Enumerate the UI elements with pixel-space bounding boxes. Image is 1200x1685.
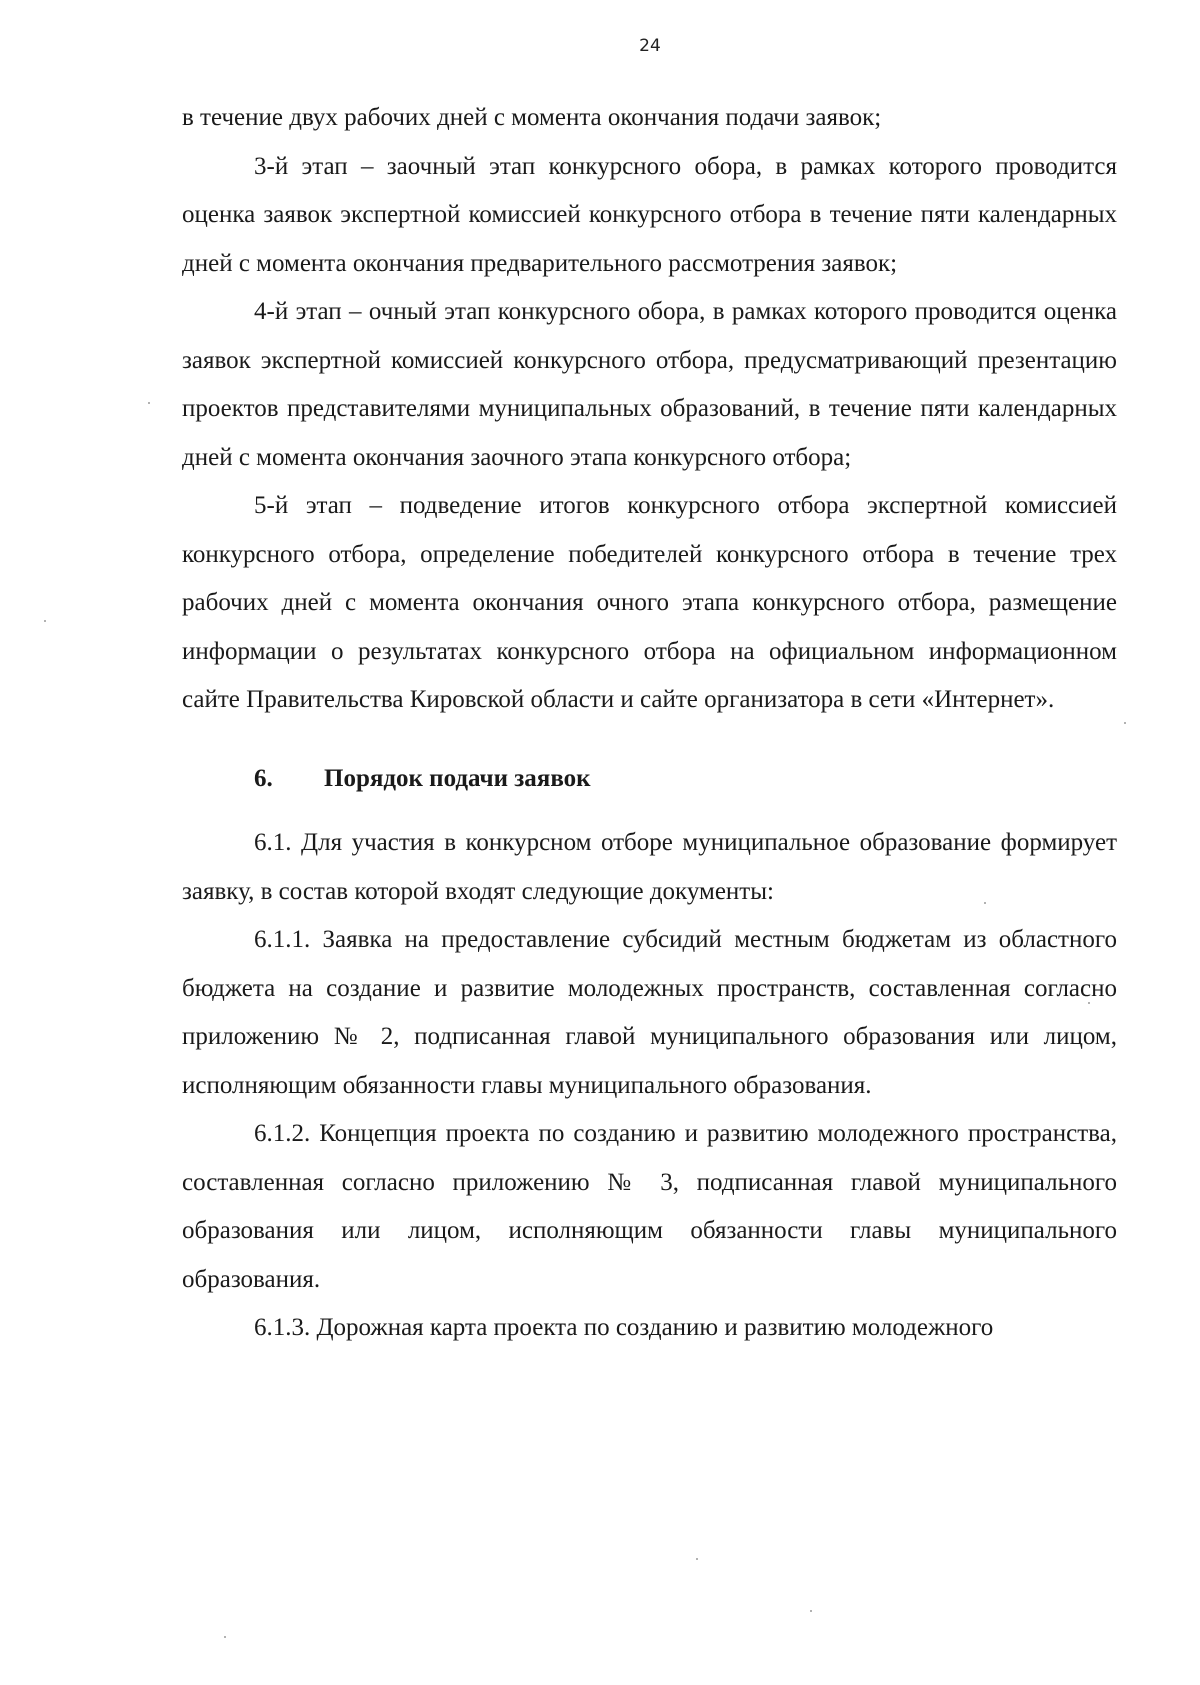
scan-speck <box>1124 722 1126 724</box>
paragraph-6-1-1: 6.1.1. Заявка на предоставление субсидий местным бюджетам из областного бюджета на создание и развитие молодежных пространств, составленная согласно приложению № 2, подписанная главой муниципального образования или лицом, исполняющим обязанности главы муниципального образования. <box>182 926 1117 1099</box>
paragraph-stage-4: 4-й этап – очный этап конкурсного обора, в рамках которого проводится оценка заявок экспертной комиссией конкурсного отбора, предусматривающий презентацию проектов представителями муниципальных образований, в течение пяти календарных дней с момента окончания заочного этапа конкурсного отбора; <box>182 298 1117 471</box>
document-body <box>182 94 1117 1353</box>
scan-speck <box>224 1636 226 1638</box>
scan-speck <box>1088 1002 1090 1004</box>
scan-speck <box>810 1610 812 1612</box>
scan-speck <box>696 1558 698 1560</box>
paragraph-stage-3: 3-й этап – заочный этап конкурсного обора, в рамках которого проводится оценка заявок экспертной комиссией конкурсного отбора в течение пяти календарных дней с момента окончания предварительного рассмотрения заявок; <box>182 152 1117 277</box>
section-number: 6. <box>254 764 273 792</box>
paragraph-stage-5: 5-й этап – подведение итогов конкурсного отбора экспертной комиссией конкурсного отбора, определение победителей конкурсного отбора в течение трех рабочих дней с момента окончания очного этапа конкурсного отбора, размещение информации о результатах конкурсного отбора на официальном информационном сайте Правительства Кировской области и сайте организатора в сети «Интернет». <box>182 492 1117 713</box>
section-heading <box>182 755 1117 804</box>
paragraph-6-1: 6.1. Для участия в конкурсном отборе муниципальное образование формирует заявку, в состав которой входят следующие документы: <box>182 829 1117 905</box>
scan-speck <box>44 620 46 622</box>
scan-speck <box>984 902 986 904</box>
paragraph-6-1-3: 6.1.3. Дорожная карта проекта по созданию и развитию молодежного <box>254 1314 994 1341</box>
section-title: Порядок подачи заявок <box>324 764 591 792</box>
paragraph-stage-2-end: в течение двух рабочих дней с момента окончания подачи заявок; <box>182 104 882 131</box>
paragraph-6-1-2: 6.1.2. Концепция проекта по созданию и развитию молодежного пространства, составленная согласно приложению № 3, подписанная главой муниципального образования или лицом, исполняющим обязанности главы муниципального образования. <box>182 1120 1117 1293</box>
scan-speck <box>148 402 150 404</box>
page-number: 24 <box>639 36 661 56</box>
